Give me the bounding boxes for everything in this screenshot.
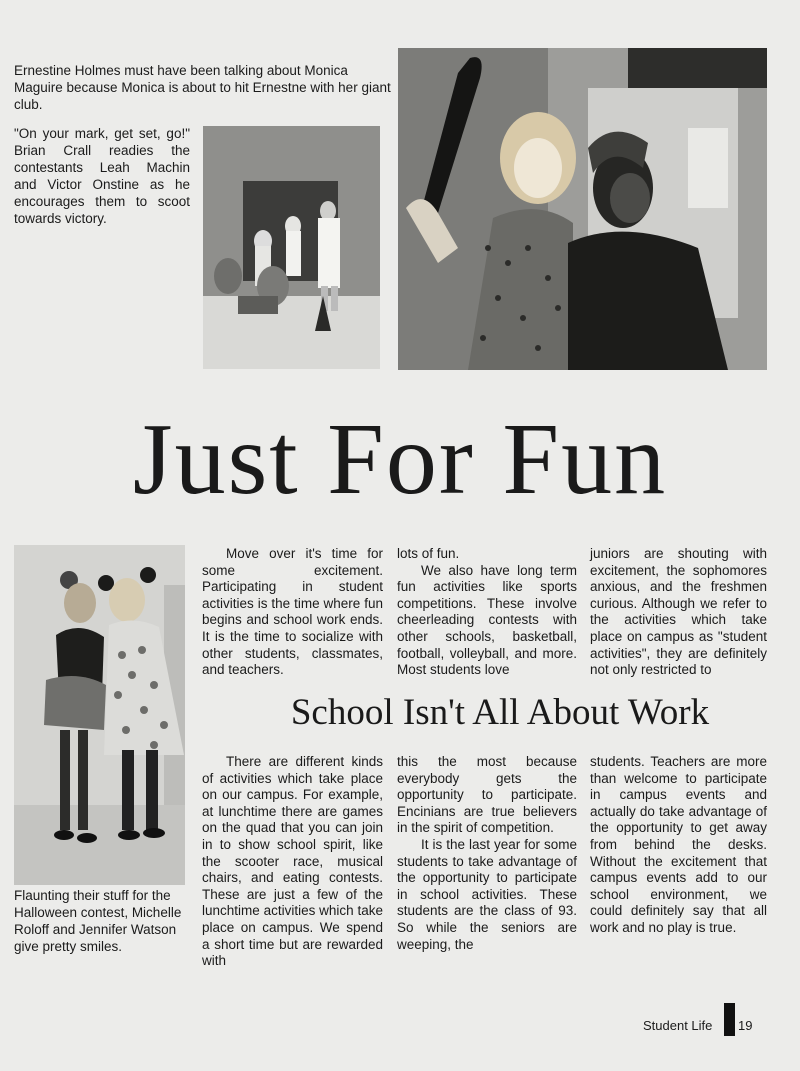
paragraph: There are different kinds of activities which take place on our campus. For example, at lunchtime there are games on the quad that you can join in to show school spirit, like the scooter race, musical chairs, and eating contests. These are just a few of the lunchtime activities which take place on campus. We spend a short time but are rewarded with	[202, 754, 383, 969]
photo-halloween-contest	[14, 545, 185, 885]
page-number: 19	[738, 1018, 753, 1033]
paragraph: this the most because everybody gets the opportunity to participate. Encinians are true believers in the spirit of competition.	[397, 754, 577, 836]
photo-giant-club	[398, 48, 767, 370]
photo-scooter-race	[203, 126, 380, 369]
paragraph: juniors are shouting with excitement, the sophomores anxious, and the freshmen curious. Although we refer to the activities which take place on campus as "student activities", they are definitely not only restricted to	[590, 546, 767, 678]
paragraph: It is the last year for some students to take advantage of the opportunity to participate in school activities. These students are the class of 93. So while the seniors are weeping, the	[397, 836, 577, 952]
page-headline: Just For Fun	[132, 403, 668, 516]
article-column-lower-1	[202, 754, 383, 970]
article-column-upper-3	[590, 546, 767, 679]
caption-scooter-photo: "On your mark, get set, go!" Brian Crall readies the contestants Leah Machin and Victor Onstine as he encourages them to scoot towards victory.	[14, 126, 190, 226]
article-column-lower-3	[590, 754, 767, 937]
paragraph: students. Teachers are more than welcome to participate in campus events and actually do take advantage of the opportunity to get away from behind the desks. Without the excitement that campus events add to our school environment, we could definitely say that all work and no play is true.	[590, 754, 767, 935]
paragraph: We also have long term fun activities like sports competitions. These involve cheerleading contests with other schools, basketball, football, volleyball, and more. Most students love	[397, 562, 577, 678]
article-column-upper-2	[397, 546, 577, 679]
section-marker-bar	[724, 1003, 735, 1036]
paragraph: Move over it's time for some excitement. Participating in student activities is the time where fun begins and school work ends. It is the time to socialize with other students, classmates, and teachers.	[202, 546, 383, 678]
article-subhead: School Isn't All About Work	[290, 692, 710, 733]
paragraph: lots of fun.	[397, 546, 460, 561]
section-label: Student Life	[643, 1018, 713, 1033]
article-column-lower-2	[397, 754, 577, 953]
caption-club-photo: Ernestine Holmes must have been talking about Monica Maguire because Monica is about to hit Ernestne with her giant club.	[14, 63, 391, 112]
caption-halloween-photo: Flaunting their stuff for the Halloween contest, Michelle Roloff and Jennifer Watson give pretty smiles.	[14, 888, 182, 954]
article-column-upper-1	[202, 546, 383, 679]
